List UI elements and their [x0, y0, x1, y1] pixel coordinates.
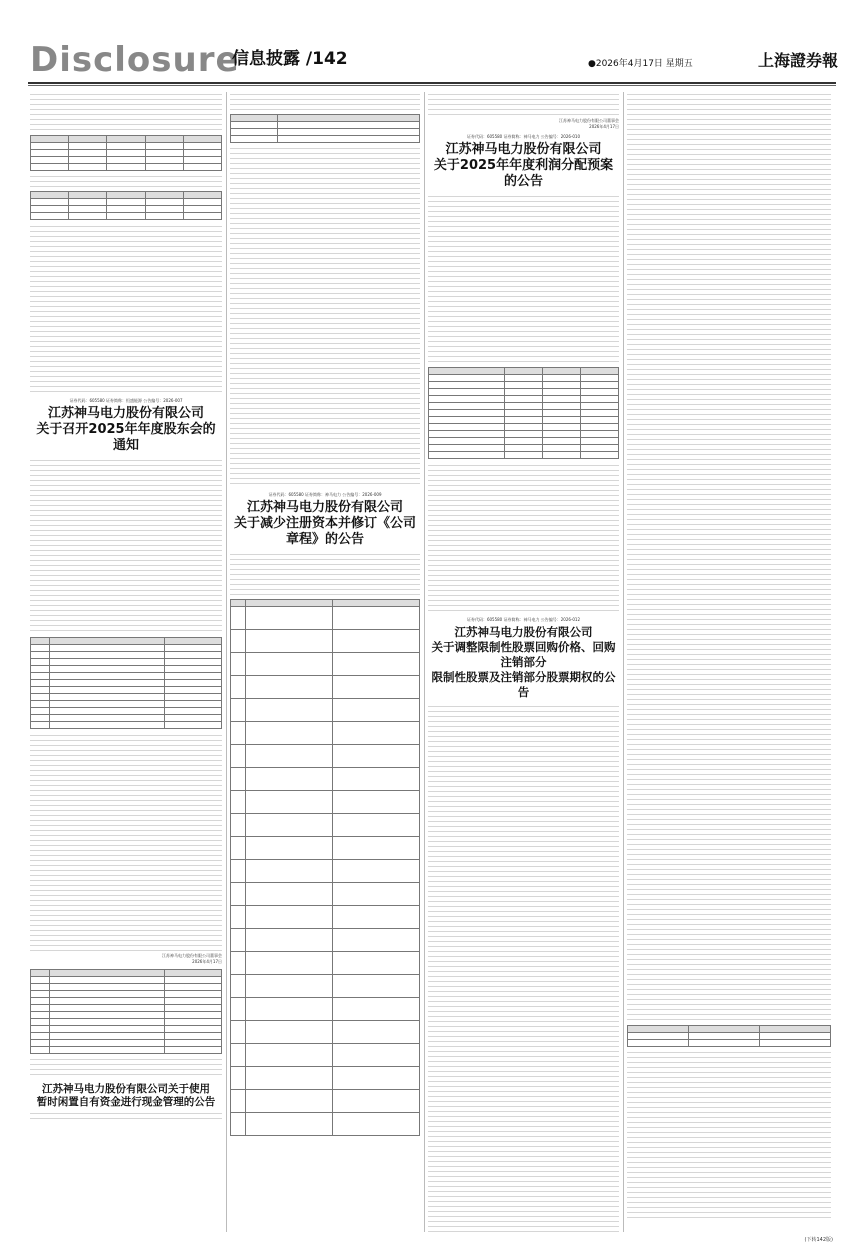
body-text: [230, 92, 420, 112]
brand-title: Disclosure: [30, 40, 240, 80]
body-text: [428, 463, 619, 613]
column-divider: [424, 92, 425, 1232]
body-text: [230, 552, 420, 596]
newspaper-name: 上海證券報: [758, 51, 839, 70]
data-table: [428, 367, 619, 459]
column-4: [627, 92, 831, 1232]
article-title: 江苏神马电力股份有限公司 关于调整限制性股票回购价格、回购注销部分 限制性股票及注销部分股票期权的公告: [431, 625, 616, 699]
masthead-rule-thin: [28, 85, 836, 86]
body-text: [30, 1057, 222, 1079]
column-divider: [623, 92, 624, 1232]
data-table: [30, 969, 222, 1054]
body-text: [30, 458, 222, 634]
body-text: [428, 92, 619, 118]
column-divider: [226, 92, 227, 1232]
data-table: [30, 135, 222, 171]
data-table: [30, 637, 222, 729]
body-text: [30, 733, 222, 953]
body-text: [30, 174, 222, 188]
article-title: 江苏神马电力股份有限公司关于使用 暂时闲置自有资金进行现金管理的公告: [36, 1083, 216, 1108]
article-title: 江苏神马电力股份有限公司 关于减少注册资本并修订《公司章程》的公告: [233, 500, 416, 547]
dateline: ●2026年4月17日 星期五: [588, 59, 693, 69]
body-text: [30, 224, 222, 392]
data-table: [230, 599, 420, 1136]
body-text: [30, 1111, 222, 1121]
code-line: 证券代码：605580 证券简称：神马电力 公告编号：2026-009: [268, 492, 382, 497]
column-1: [30, 92, 222, 1232]
column-3: [428, 92, 619, 1232]
body-text: [627, 1050, 831, 1220]
code-line: 证券代码：605580 证券简称：恒盛能源 公告编号：2026-007: [69, 398, 183, 403]
article-title: 江苏神马电力股份有限公司 关于2025年年度利润分配预案的公告: [433, 142, 614, 189]
section-title: 信息披露 /142: [232, 49, 348, 69]
body-text: [428, 704, 619, 1232]
body-text: [30, 92, 222, 132]
data-table: [627, 1025, 831, 1047]
article-title: 江苏神马电力股份有限公司 关于召开2025年年度股东会的通知: [36, 406, 216, 453]
column-2: [230, 92, 420, 1232]
data-table: [230, 114, 420, 143]
signature: 江苏神马电力股份有限公司董事会 2026年4月17日: [162, 953, 222, 964]
data-table: [30, 191, 222, 220]
signature: 江苏神马电力股份有限公司董事会 2026年4月17日: [559, 118, 619, 129]
page-continuation: (下转142版): [804, 1237, 833, 1243]
code-line: 证券代码：605580 证券简称：神马电力 公告编号：2026-010: [466, 134, 581, 139]
code-line: 证券代码：605580 证券简称：神马电力 公告编号：2026-012: [466, 617, 581, 622]
masthead-rule: [28, 82, 836, 84]
body-text: [627, 92, 831, 1022]
body-text: [230, 146, 420, 486]
body-text: [428, 194, 619, 364]
